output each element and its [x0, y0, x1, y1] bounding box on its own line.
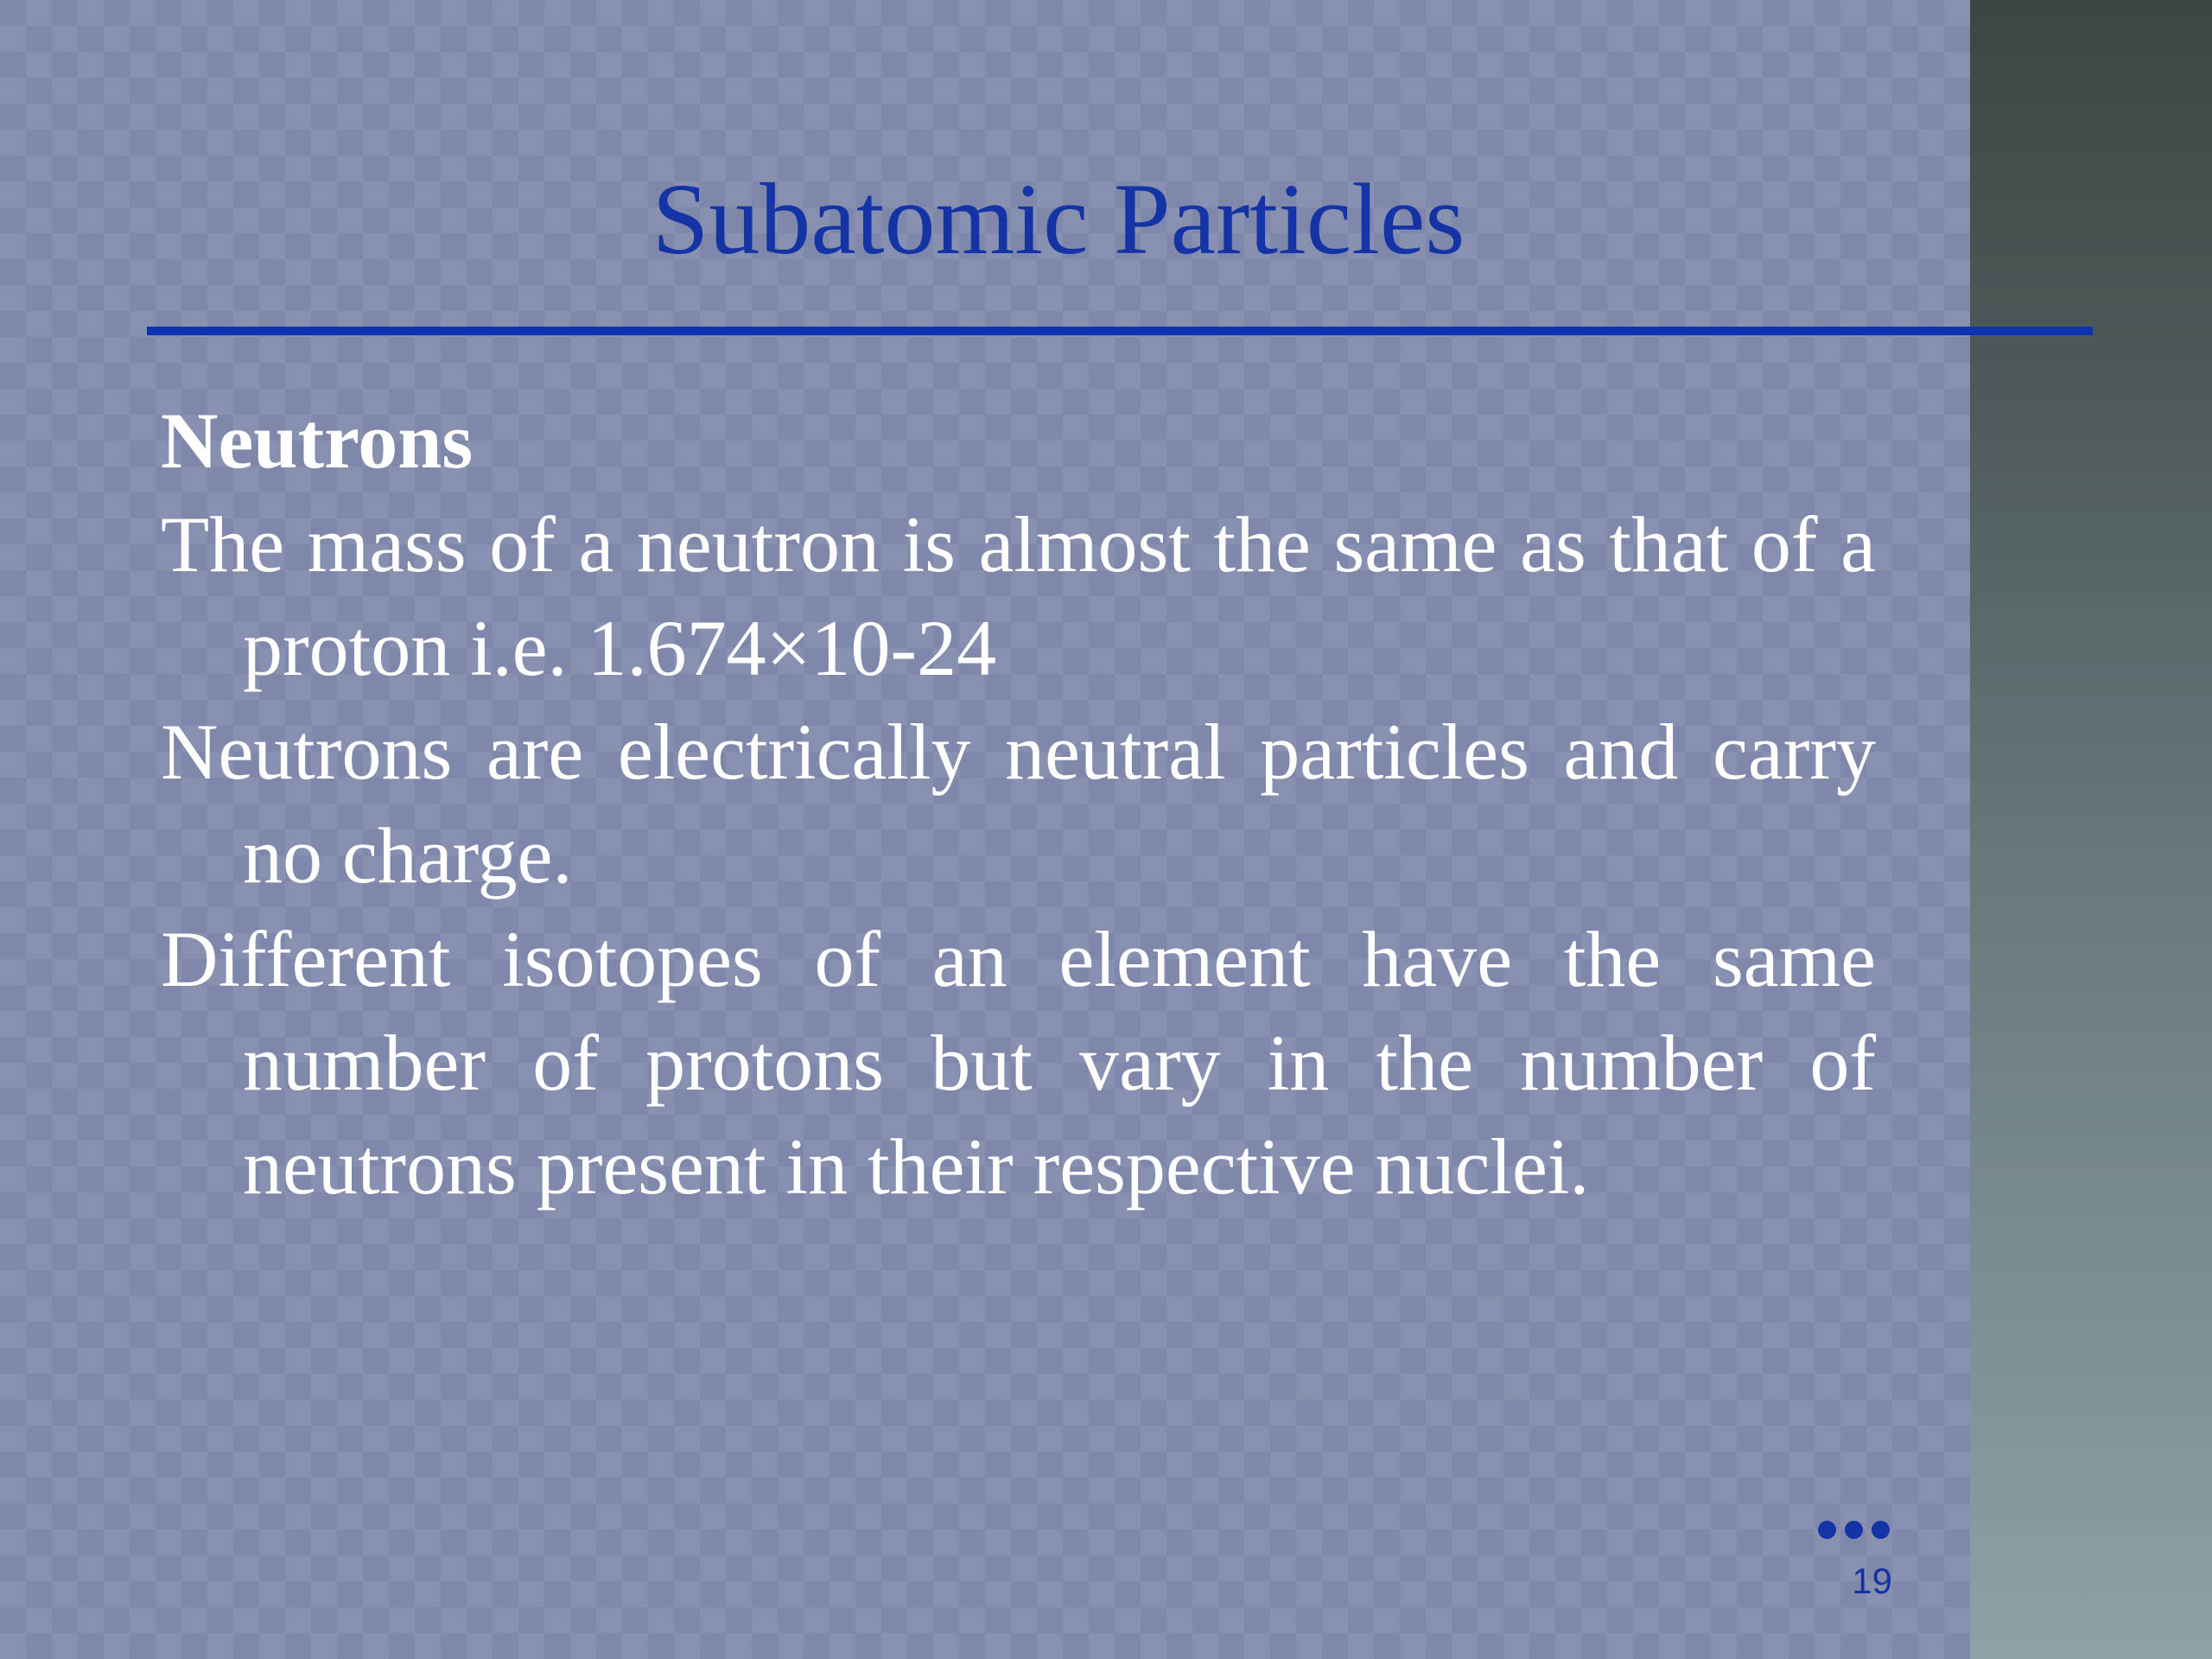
dot — [1845, 1521, 1863, 1539]
body-paragraph-2: Neutrons are electrically neutral particles and carry no charge. — [161, 708, 1876, 899]
section-heading: Neutrons — [161, 397, 474, 485]
title-underline — [147, 327, 2093, 335]
dot — [1872, 1521, 1890, 1539]
slide-title: Subatomic Particles — [652, 162, 1465, 276]
slide-body — [161, 389, 1876, 1218]
body-paragraph-1: The mass of a neutron is almost the same as that of a proton i.e. 1.674×10-24 — [161, 500, 1876, 692]
body-paragraph-3: Different isotopes of an element have the same number of protons but vary in the number of neutrons present in their respective nuclei. — [161, 915, 1876, 1211]
page-number: 19 — [1852, 1560, 1892, 1601]
ellipsis-dots-icon — [1818, 1521, 1890, 1539]
dot — [1818, 1521, 1836, 1539]
